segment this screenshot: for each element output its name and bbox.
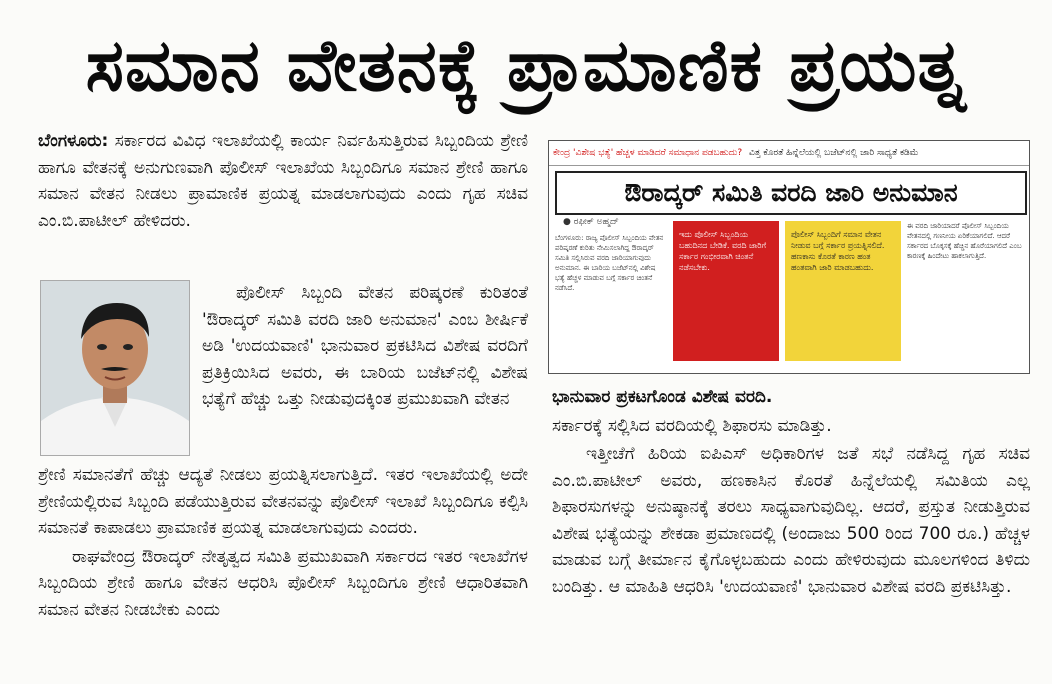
headline: ಸಮಾನ ವೇತನಕ್ಕೆ ಪ್ರಾಮಾಣಿಕ ಪ್ರಯತ್ನ [85, 23, 967, 107]
clipping-column-4: ಈ ವರದಿ ಜಾರಿಯಾದರೆ ಪೊಲೀಸ್ ಸಿಬ್ಬಂದಿಯ ವೇತನದಲ್ಲಿ ಗಣನೀಯ ಏರಿಕೆಯಾಗಲಿದೆ. ಆದರೆ ಸರ್ಕಾರದ ಬೊಕ್ಕಸಕ್ಕೆ ಹೆಚ್ಚಿನ ಹೊರೆಯಾಗಲಿದೆ ಎಂಬ ಕಾರಣಕ್ಕೆ ಹಿಂದೇಟು ಹಾಕಲಾಗುತ್ತಿದೆ. [907, 222, 1022, 260]
intro-text: ಸರ್ಕಾರದ ವಿವಿಧ ಇಲಾಖೆಯಲ್ಲಿ ಕಾರ್ಯ ನಿರ್ವಹಿಸುತ್ತಿರುವ ಸಿಬ್ಬಂದಿಯ ಶ್ರೇಣಿ ಹಾಗೂ ವೇತನಕ್ಕೆ ಅನುಗುಣವಾಗಿ ಪೊಲೀಸ್ ಇಲಾಖೆಯ ಸಿಬ್ಬಂದಿಗೂ ಸಮಾನ ಶ್ರೇಣಿ ಹಾಗೂ ಸಮಾನ ವೇತನ ನೀಡಲು ಪ್ರಾಮಾಣಿಕ ಪ್ರಯತ್ನ ಮಾಡಲಾಗುವುದು ಎಂದು ಗೃಹ ಸಚಿವ ಎಂ.ಬಿ.ಪಾಟೀಲ್ ಹೇಳಿದರು. [38, 131, 529, 231]
paragraph-2a: ಪೊಲೀಸ್ ಸಿಬ್ಬಂದಿ ವೇತನ ಪರಿಷ್ಕರಣೆ ಕುರಿತಂತೆ 'ಔರಾದ್ಕರ್ ಸಮಿತಿ ವರದಿ ಜಾರಿ ಅನುಮಾನ' ಎಂಬ ಶೀರ್ಷಿಕೆ ಅಡಿ 'ಉದಯವಾಣಿ' ಭಾನುವಾರ ಪ್ರಕಟಿಸಿದ ವಿಶೇಷ ವರದಿಗೆ ಪ್ರತಿಕ್ರಿಯಿಸಿದ ಅವರು, ಈ ಬಾರಿಯ ಬಜೆಟ್‌ನಲ್ಲಿ ವಿಶೇಷ ಭತ್ಯೆಗೆ ಹೆಚ್ಚು ಒತ್ತು ನೀಡುವುದಕ್ಕಿಂತ ಪ್ರಮುಖವಾಗಿ ವೇತನ [202, 283, 528, 409]
article-intro [38, 128, 528, 236]
clipping-strip-a: ಕೇಂದ್ರ 'ವಿಶೇಷ ಭತ್ಯೆ' ಹೆಚ್ಚಳ ಮಾಡಿದರೆ ಸಮಾಧಾನ ಪಡಬಹುದು? [553, 148, 743, 158]
clipping-yellow-quote: ಪೊಲೀಸ್ ಸಿಬ್ಬಂದಿಗೆ ಸಮಾನ ವೇತನ ನೀಡುವ ಬಗ್ಗೆ ಸರ್ಕಾರ ಪ್ರಯತ್ನಿಸಲಿದೆ. ಹಣಕಾಸು ಕೊರತೆ ಕಾರಣ ಹಂತ ಹಂತವಾಗಿ ಜಾರಿ ಮಾಡಬಹುದು. [785, 221, 901, 361]
clipping-byline: ● ರಫೀಕ್ ಅಹ್ಮದ್ [563, 217, 619, 227]
portrait-illustration [41, 281, 189, 455]
article-body-beside-photo [202, 280, 528, 415]
dateline: ಬೆಂಗಳೂರು: [38, 131, 109, 151]
minister-photo [40, 280, 190, 456]
clipping-headline: ಔರಾದ್ಕರ್ ಸಮಿತಿ ವರದಿ ಜಾರಿ ಅನುಮಾನ [555, 171, 1027, 215]
clipping-caption: ಭಾನುವಾರ ಪ್ರಕಟಗೊಂಡ ವಿಶೇಷ ವರದಿ. [552, 387, 773, 407]
paragraph-3: ರಾಘವೇಂದ್ರ ಔರಾದ್ಕರ್ ನೇತೃತ್ವದ ಸಮಿತಿ ಪ್ರಮುಖವಾಗಿ ಸರ್ಕಾರದ ಇತರ ಇಲಾಖೆಗಳ ಸಿಬ್ಬಂದಿಯ ಶ್ರೇಣಿ ಹಾಗೂ ವೇತನ ಆಧರಿಸಿ ಪೊಲೀಸ್ ಸಿಬ್ಬಂದಿಗೂ ಶ್ರೇಣಿ ಆಧಾರಿತವಾಗಿ ಸಮಾನ ವೇತನ ನೀಡಬೇಕು ಎಂದು [38, 546, 528, 620]
clipping-column-1: ಬೆಂಗಳೂರು: ರಾಜ್ಯ ಪೊಲೀಸ್ ಸಿಬ್ಬಂದಿಯ ವೇತನ ಪರಿಷ್ಕರಣೆ ಕುರಿತು ನೇಮಿಸಲಾಗಿದ್ದ ಔರಾದ್ಕರ್ ಸಮಿತಿ ಸಲ್ಲಿಸಿರುವ ವರದಿ ಜಾರಿಯಾಗುವುದು ಅನುಮಾನ. ಈ ಬಾರಿಯ ಬಜೆಟ್‌ನಲ್ಲಿ ವಿಶೇಷ ಭತ್ಯೆ ಹೆಚ್ಚಳ ಮಾಡುವ ಬಗ್ಗೆ ಸರ್ಕಾರ ಚಿಂತನೆ ನಡೆಸಿದೆ. [555, 234, 664, 292]
newspaper-clipping [548, 140, 1030, 374]
right-paragraph-0: ಸರ್ಕಾರಕ್ಕೆ ಸಲ್ಲಿಸಿದ ವರದಿಯಲ್ಲಿ ಶಿಫಾರಸು ಮಾಡಿತ್ತು. [552, 415, 832, 436]
article-body-lower [38, 462, 528, 625]
clipping-strip-b: ವಿತ್ತ ಕೊರತೆ ಹಿನ್ನೆಲೆಯಲ್ಲಿ ಬಜೆಟ್‌ನಲ್ಲಿ ಜಾರಿ ಸಾಧ್ಯತೆ ಕಡಿಮೆ [749, 148, 919, 158]
paragraph-2b: ಶ್ರೇಣಿ ಸಮಾನತೆಗೆ ಹೆಚ್ಚು ಆದ್ಯತೆ ನೀಡಲು ಪ್ರಯತ್ನಿಸಲಾಗುತ್ತಿದೆ. ಇತರ ಇಲಾಖೆಯಲ್ಲಿ ಅದೇ ಶ್ರೇಣಿಯಲ್ಲಿರುವ ಸಿಬ್ಬಂದಿ ಪಡೆಯುತ್ತಿರುವ ವೇತನವನ್ನು ಪೊಲೀಸ್ ಇಲಾಖೆ ಸಿಬ್ಬಂದಿಗೂ ಕಲ್ಪಿಸಿ ಸಮಾನತೆ ಕಾಪಾಡಲು ಪ್ರಾಮಾಣಿಕ ಪ್ರಯತ್ನ ಮಾಡಲಾಗುವುದು ಎಂದರು. [38, 465, 528, 538]
clipping-top-strip [549, 141, 1029, 166]
article-right-column [552, 384, 1030, 602]
clipping-red-quote: ಇದು ಪೊಲೀಸ್ ಸಿಬ್ಬಂದಿಯ ಬಹುದಿನದ ಬೇಡಿಕೆ. ವರದಿ ಜಾರಿಗೆ ಸರ್ಕಾರ ಗಂಭೀರವಾಗಿ ಚಿಂತನೆ ನಡೆಸಬೇಕು. [673, 221, 779, 361]
right-paragraph-1: ಇತ್ತೀಚೆಗೆ ಹಿರಿಯ ಐಪಿಎಸ್ ಅಧಿಕಾರಿಗಳ ಜತೆ ಸಭೆ ನಡೆಸಿದ್ದ ಗೃಹ ಸಚಿವ ಎಂ.ಬಿ.ಪಾಟೀಲ್ ಅವರು, ಹಣಕಾಸಿನ ಕೊರತೆ ಹಿನ್ನೆಲೆಯಲ್ಲಿ ಸಮಿತಿಯ ಎಲ್ಲ ಶಿಫಾರಸುಗಳನ್ನು ಅನುಷ್ಠಾನಕ್ಕೆ ತರಲು ಸಾಧ್ಯವಾಗುವುದಿಲ್ಲ. ಆದರೆ, ಪ್ರಸ್ತುತ ನೀಡುತ್ತಿರುವ ವಿಶೇಷ ಭತ್ಯೆಯನ್ನು ಶೇಕಡಾ ಪ್ರಮಾಣದಲ್ಲಿ (ಅಂದಾಜು 500 ರಿಂದ 700 ರೂ.) ಹೆಚ್ಚಳ ಮಾಡುವ ಬಗ್ಗೆ ತೀರ್ಮಾನ ಕೈಗೊಳ್ಳಬಹುದು ಎಂದು ಹೇಳಿರುವುದು ಮೂಲಗಳಿಂದ ತಿಳಿದು ಬಂದಿತ್ತು. ಆ ಮಾಹಿತಿ ಆಧರಿಸಿ 'ಉದಯವಾಣಿ' ಭಾನುವಾರ ವಿಶೇಷ ವರದಿ ಪ್ರಕಟಿಸಿತ್ತು. [552, 444, 1030, 597]
